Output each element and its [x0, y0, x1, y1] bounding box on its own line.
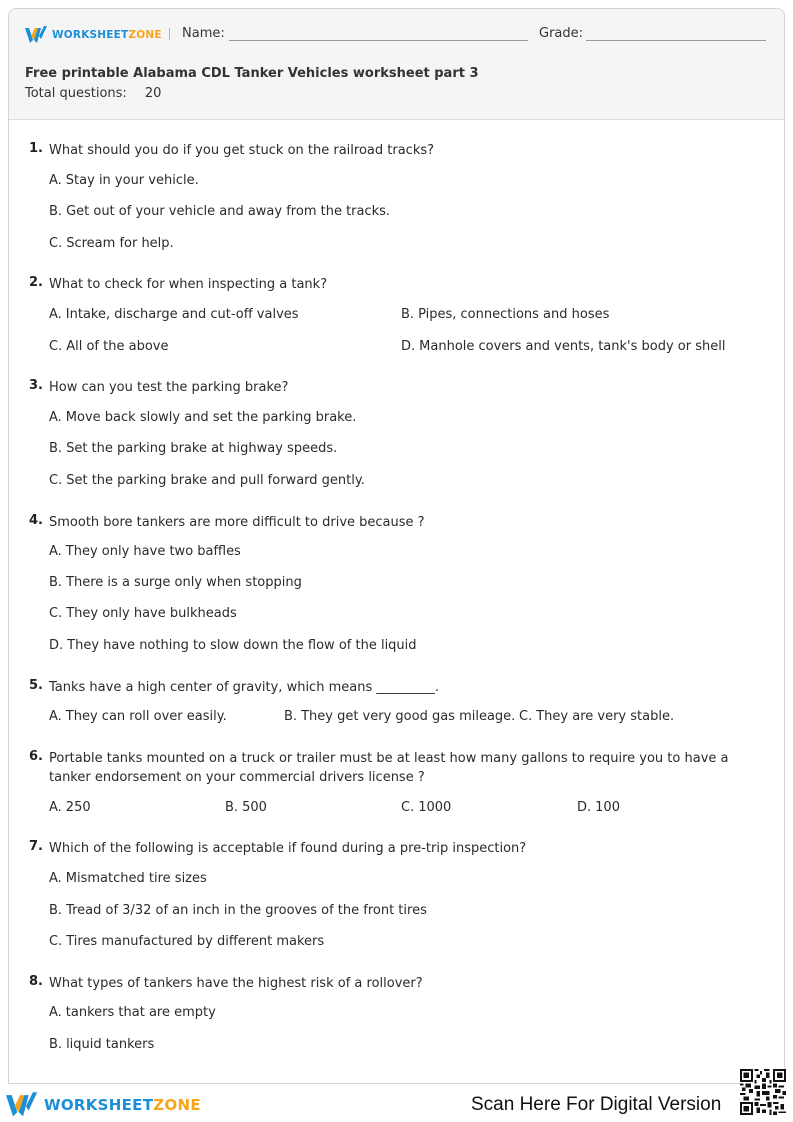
option-text: Intake, discharge and cut-off valves — [65, 307, 299, 322]
question-text: What types of tankers have the highest risk of a rollover? — [49, 976, 423, 991]
option-text: 250 — [65, 800, 91, 815]
answer-option[interactable] — [577, 800, 620, 815]
total-questions-label: Total questions: — [25, 86, 127, 101]
logo-w-icon — [25, 26, 49, 44]
option-letter: C. — [49, 339, 63, 354]
option-letter: C. — [401, 800, 415, 815]
option-text: 500 — [242, 800, 267, 815]
question-number: 2. — [29, 275, 43, 290]
option-letter: C. — [49, 236, 63, 251]
name-field[interactable] — [229, 40, 528, 41]
grade-label: Grade: — [539, 26, 584, 41]
question-number: 7. — [29, 839, 43, 854]
logo-w-icon — [6, 1092, 40, 1118]
answer-option[interactable] — [284, 709, 515, 724]
option-letter: A. — [49, 410, 62, 425]
option-text: Move back slowly and set the parking brake. — [65, 410, 357, 425]
question-text: How can you test the parking brake? — [49, 380, 289, 395]
logo-text — [52, 29, 162, 41]
logo-word-worksheet: WORKSHEET — [44, 1096, 154, 1114]
option-letter: B. — [284, 709, 298, 724]
answer-option[interactable] — [49, 606, 237, 621]
option-letter: A. — [49, 544, 62, 559]
option-letter: B. — [225, 800, 239, 815]
answer-option[interactable] — [49, 709, 227, 724]
answer-option[interactable] — [225, 800, 267, 815]
option-text: Tires manufactured by different makers — [66, 934, 325, 949]
question-text: Tanks have a high center of gravity, which means _________. — [49, 680, 439, 695]
option-text: tankers that are empty — [65, 1005, 216, 1020]
option-letter: A. — [49, 800, 62, 815]
question-number: 5. — [29, 678, 43, 693]
option-text: 100 — [595, 800, 620, 815]
question-text: What should you do if you get stuck on the railroad tracks? — [49, 143, 435, 158]
answer-option[interactable] — [49, 173, 199, 188]
header-row — [25, 25, 770, 45]
option-letter: A. — [49, 1005, 62, 1020]
answer-option[interactable] — [49, 204, 390, 219]
footer-brand-logo — [6, 1092, 201, 1118]
option-text: Scream for help. — [66, 236, 174, 251]
question-number: 1. — [29, 141, 43, 156]
logo-word-worksheet: WORKSHEET — [52, 29, 129, 41]
option-letter: A. — [49, 871, 62, 886]
question-number: 3. — [29, 378, 43, 393]
answer-option[interactable] — [49, 307, 299, 322]
option-letter: C. — [519, 709, 533, 724]
option-letter: C. — [49, 934, 63, 949]
question-number: 8. — [29, 974, 43, 989]
option-text: Set the parking brake at highway speeds. — [66, 441, 338, 456]
option-text: There is a surge only when stopping — [66, 575, 302, 590]
answer-option[interactable] — [401, 800, 451, 815]
worksheet-sheet — [8, 8, 785, 1084]
question-text: Which of the following is acceptable if found during a pre-trip inspection? — [49, 841, 527, 856]
answer-option[interactable] — [49, 441, 337, 456]
option-text: They get very good gas mileage. — [301, 709, 516, 724]
answer-option[interactable] — [49, 1005, 216, 1020]
option-letter: C. — [49, 473, 63, 488]
option-text: All of the above — [66, 339, 169, 354]
option-letter: B. — [49, 575, 63, 590]
question-number: 6. — [29, 749, 43, 764]
question-text: Portable tanks mounted on a truck or trailer must be at least how many gallons to require you to have a tanker endorsement on your commercial drivers license ? — [49, 751, 729, 785]
option-letter: A. — [49, 173, 62, 188]
option-text: They have nothing to slow down the flow of the liquid — [67, 638, 417, 653]
footer-logo-text — [44, 1096, 201, 1114]
question-number: 4. — [29, 513, 43, 528]
option-text: Stay in your vehicle. — [65, 173, 199, 188]
option-letter: B. — [49, 204, 63, 219]
header-divider — [169, 28, 170, 40]
answer-option[interactable] — [49, 544, 241, 559]
total-questions — [25, 86, 161, 101]
option-text: 1000 — [418, 800, 452, 815]
option-letter: A. — [49, 307, 62, 322]
grade-field[interactable] — [586, 40, 766, 41]
brand-logo — [25, 25, 162, 45]
scan-instruction: Scan Here For Digital Version — [471, 1094, 722, 1115]
question-text: Smooth bore tankers are more difficult to drive because ? — [49, 515, 425, 530]
logo-word-zone: ZONE — [153, 1096, 201, 1114]
logo-word-zone: ZONE — [128, 29, 162, 41]
option-text: Tread of 3/32 of an inch in the grooves of the front tires — [66, 903, 427, 918]
answer-option[interactable] — [49, 903, 427, 918]
answer-option[interactable] — [49, 871, 207, 886]
worksheet-title: Free printable Alabama CDL Tanker Vehicles worksheet part 3 — [25, 66, 479, 81]
answer-option[interactable] — [49, 1037, 154, 1052]
total-questions-value: 20 — [144, 86, 162, 101]
option-text: Set the parking brake and pull forward gently. — [66, 473, 365, 488]
option-letter: B. — [401, 307, 415, 322]
option-text: Pipes, connections and hoses — [418, 307, 610, 322]
option-letter: D. — [401, 339, 416, 354]
option-letter: B. — [49, 441, 63, 456]
answer-option[interactable] — [49, 410, 356, 425]
answer-option[interactable] — [401, 307, 609, 322]
name-label: Name: — [182, 26, 225, 41]
answer-option[interactable] — [49, 575, 302, 590]
option-text: They can roll over easily. — [65, 709, 227, 724]
answer-option[interactable] — [401, 339, 725, 354]
option-text: They only have two baffles — [65, 544, 241, 559]
option-letter: B. — [49, 1037, 63, 1052]
option-text: They only have bulkheads — [66, 606, 237, 621]
option-letter: C. — [49, 606, 63, 621]
qr-code-icon[interactable] — [740, 1069, 786, 1115]
option-text: liquid tankers — [66, 1037, 155, 1052]
answer-option[interactable] — [49, 473, 365, 488]
option-text: Mismatched tire sizes — [65, 871, 207, 886]
question-text: What to check for when inspecting a tank? — [49, 277, 328, 292]
answer-option[interactable] — [49, 800, 91, 815]
option-letter: A. — [49, 709, 62, 724]
worksheet-header — [9, 9, 784, 120]
option-letter: D. — [577, 800, 592, 815]
answer-option[interactable] — [49, 934, 324, 949]
option-letter: D. — [49, 638, 64, 653]
option-text: They are very stable. — [536, 709, 675, 724]
answer-option[interactable] — [519, 709, 674, 724]
option-text: Manhole covers and vents, tank's body or shell — [419, 339, 726, 354]
answer-option[interactable] — [49, 236, 174, 251]
answer-option[interactable] — [49, 339, 168, 354]
option-letter: B. — [49, 903, 63, 918]
answer-option[interactable] — [49, 638, 417, 653]
option-text: Get out of your vehicle and away from the tracks. — [66, 204, 391, 219]
